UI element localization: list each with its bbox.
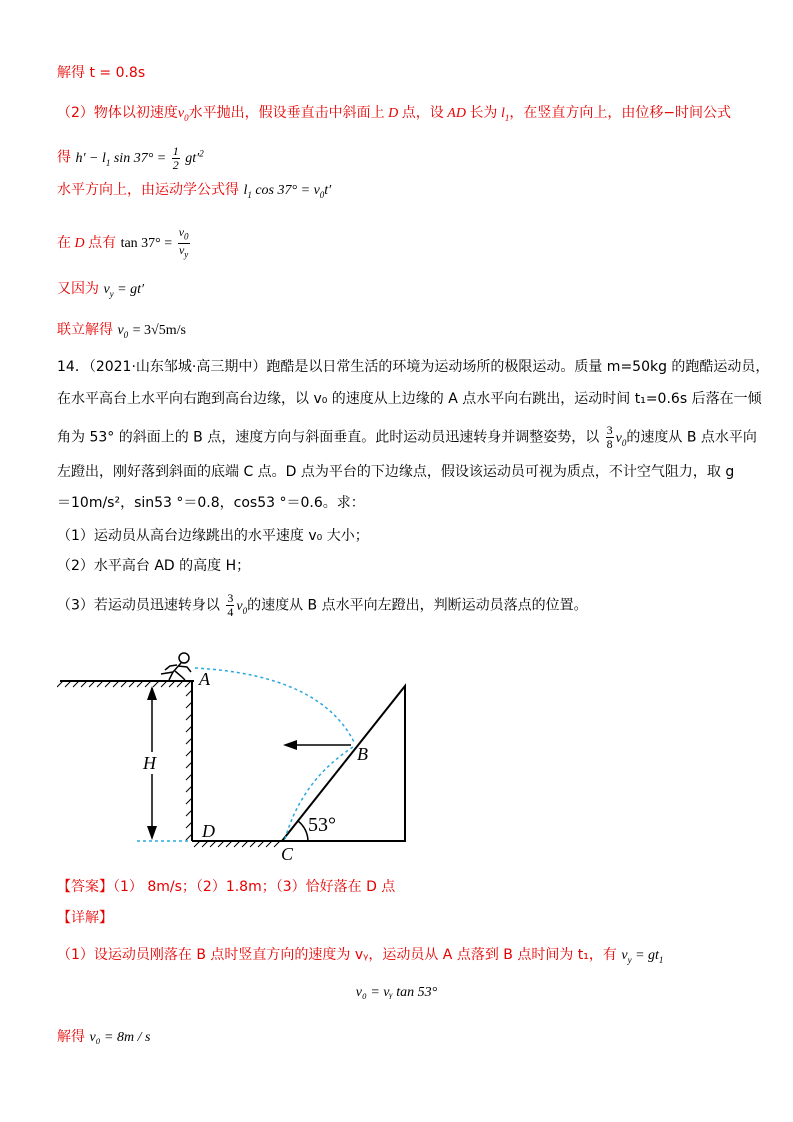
- detail-line-3: [57, 1027, 150, 1048]
- part2-mid1: 水平抛出，假设垂直击中斜面上: [188, 105, 385, 121]
- problem-line-5: [57, 493, 365, 513]
- problem-text-4: 左蹬出，刚好落到斜面的底端 C 点。D 点为平台的下边缘点，假设该运动员可视为质点，不计空气阻力，取 g: [57, 464, 735, 480]
- v0-final-result: v₀ = 8m / s: [89, 1030, 151, 1045]
- question-2: [57, 556, 250, 576]
- angle-label: 53°: [308, 814, 336, 836]
- equation-v0-tan53: v₀ = vᵧ tan 53°: [355, 985, 438, 1000]
- d-symbol-2: D: [71, 236, 89, 252]
- fraction-3-8: $\frac{3}{8}$: [606, 423, 613, 451]
- equation-vy: $v_y = gt'$: [103, 282, 145, 299]
- problem-text-2: 在水平高台上水平向右跑到高台边缘，以 v₀ 的速度从上边缘的 A 点水平向右跳出，运动时间 t₁=0.6s 后落在一倾: [57, 391, 762, 407]
- answer-text: （1） 8m/s；（2）1.8m；（3）恰好落在 D 点: [113, 879, 396, 895]
- problem-number: 14．: [57, 359, 89, 375]
- detail-line-2: [0, 985, 793, 1001]
- problem-text-3b: 的速度从 B 点水平向: [626, 429, 757, 446]
- ad-symbol: AD: [443, 106, 470, 121]
- fraction-3-4: $\frac{3}{4}$: [227, 591, 234, 619]
- problem-line-2: [57, 389, 762, 409]
- trajectory-a-to-b: [195, 668, 355, 744]
- equation-tan37: tan 37° = $\frac{v_0}{v_y}$: [120, 225, 189, 260]
- question-3: [57, 592, 588, 620]
- equation-horizontal-displacement: $l_1$ $\cos 37^\circ = v_0t'$: [243, 183, 332, 200]
- label-c: C: [281, 844, 294, 864]
- solution-line-1: [57, 63, 145, 83]
- question-3-text-b: 的速度从 B 点水平向左蹬出，判断运动员落点的位置。: [247, 597, 588, 614]
- detail-prefix-3: 解得: [57, 1029, 85, 1045]
- answer-line: [57, 877, 395, 897]
- physics-diagram: [57, 650, 417, 865]
- problem-source: （2021·山东邹城·高三期中）: [88, 359, 267, 375]
- velocity-arrow-head: [283, 740, 297, 750]
- line7-prefix: 联立解得: [57, 322, 113, 338]
- l1-symbol: $l_1$: [497, 106, 510, 123]
- solution-line-3: [57, 143, 204, 172]
- problem-text-3a: 角为 53° 的斜面上的 B 点，速度方向与斜面垂直。此时运动员迅速转身并调整姿势，以: [57, 429, 600, 446]
- line4-prefix: 水平方向上，由运动学公式得: [57, 182, 239, 198]
- height-arrow-bottom: [147, 826, 157, 840]
- question-1: [57, 526, 369, 546]
- part2-intro: （2）物体以初速度: [57, 105, 178, 121]
- detail-tag-line: [57, 908, 113, 928]
- part2-mid2: 点，设: [401, 105, 444, 121]
- v0-symbol-3: $v_0$: [615, 430, 627, 448]
- problem-line-4: [57, 462, 734, 482]
- part2-mid3: 长为: [469, 105, 498, 121]
- solution-line-6: [57, 279, 144, 304]
- problem-text-1: 跑酷是以日常生活的环境为运动场所的极限运动。质量 m=50kg 的跑酷运动员，: [266, 359, 770, 375]
- label-a: A: [199, 669, 210, 689]
- question-1-text: （1）运动员从高台边缘跳出的水平速度 v₀ 大小；: [57, 528, 369, 544]
- solution-line-4: [57, 180, 331, 205]
- equation-vy-gt1: $v_y = gt_1$: [621, 948, 664, 965]
- solution-line-2: [57, 103, 731, 128]
- detail-text-1: （1）设运动员刚落在 B 点时竖直方向的速度为 vᵧ，运动员从 A 点落到 B 点时间为 t₁，有: [57, 947, 617, 963]
- solve-t-text: 解得 t = 0.8s: [57, 65, 146, 81]
- v0-result: = 3√5m/s: [132, 323, 186, 338]
- incline-triangle: [282, 686, 405, 841]
- problem-line-3: [57, 424, 757, 452]
- part2-suffix: ，在竖直方向上，由位移−时间公式: [509, 105, 732, 121]
- line5-prefix: 在: [57, 235, 71, 252]
- line3-prefix: 得: [57, 149, 71, 166]
- label-b: B: [357, 744, 368, 764]
- d-symbol: D: [384, 106, 402, 121]
- v0-symbol-4: $v_0$: [236, 598, 248, 616]
- label-h: H: [143, 753, 156, 773]
- question-3-text-a: （3）若运动员迅速转身以: [57, 597, 220, 614]
- solution-line-7: [57, 320, 186, 345]
- label-d: D: [202, 821, 215, 841]
- line6-prefix: 又因为: [57, 281, 99, 297]
- v0-symbol: $v_0$: [177, 106, 189, 123]
- angle-arc: [298, 821, 308, 841]
- height-arrow-top: [147, 686, 157, 700]
- detail-line-1: [57, 945, 663, 970]
- equation-vertical-displacement: $h' - l_1$ sin 37° = $\frac{1}{2}$ $gt'^2$: [75, 143, 204, 172]
- detail-tag: 【详解】: [57, 910, 113, 926]
- runner-figure: [161, 653, 191, 680]
- line5-mid: 点有: [88, 235, 117, 252]
- v0-symbol-2: $v_0$: [117, 323, 129, 340]
- problem-text-5: ＝10m/s²，sin53 °＝0.8，cos53 °＝0.6。求：: [57, 495, 365, 511]
- solution-line-5: [57, 226, 192, 262]
- question-2-text: （2）水平高台 AD 的高度 H；: [57, 558, 251, 574]
- problem-line-1: [57, 357, 769, 377]
- answer-tag: 【答案】: [57, 879, 113, 895]
